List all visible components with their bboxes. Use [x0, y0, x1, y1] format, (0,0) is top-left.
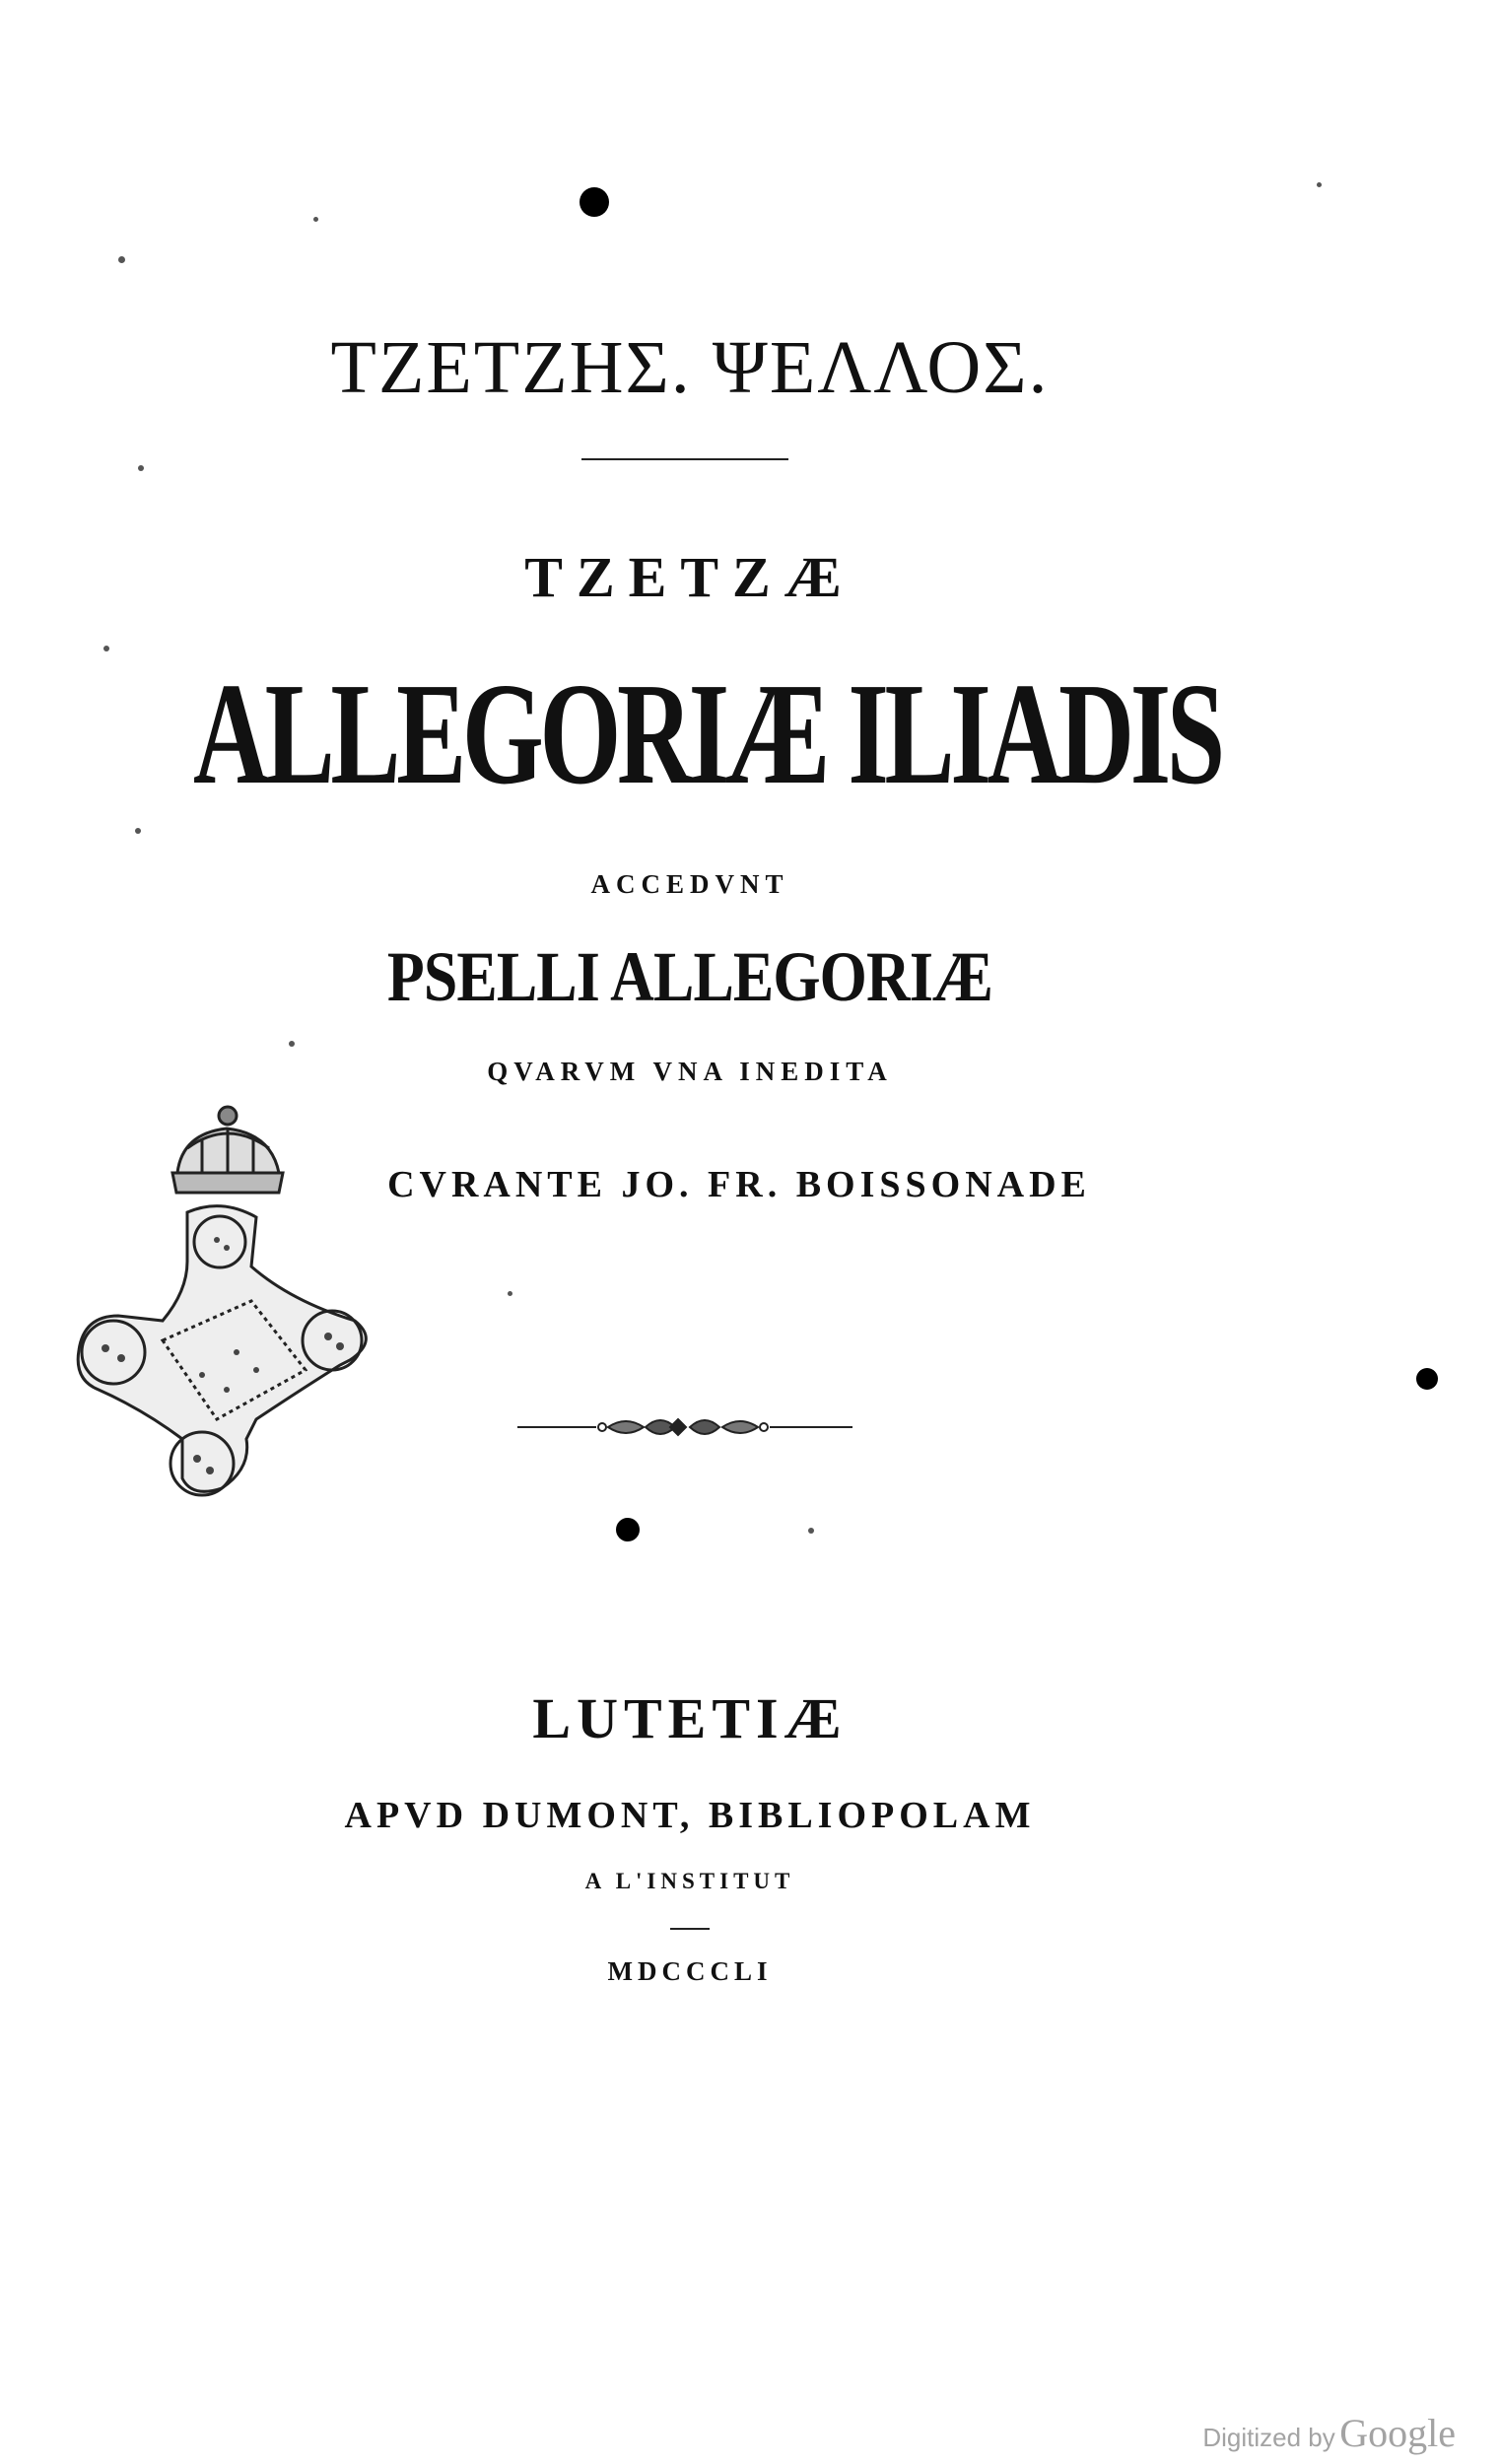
- editor-line: CVRANTE JO. FR. BOISSONADE: [387, 1164, 1091, 1205]
- library-crown-stamp-icon: [54, 1094, 389, 1542]
- ink-dot-right: [1416, 1368, 1438, 1390]
- imprint-publisher: APVD DUMONT, BIBLIOPOLAM: [344, 1795, 1036, 1836]
- speck: [118, 256, 125, 263]
- greek-title: ΤΖΕΤΖΗΣ. ΨΕΛΛΟΣ.: [330, 326, 1050, 409]
- fleuron-ornament-icon: [517, 1407, 852, 1452]
- ink-dot-middle: [616, 1518, 640, 1541]
- imprint-institut: A L'INSTITUT: [584, 1869, 795, 1893]
- pselli-title: PSELLI ALLEGORIÆ: [386, 937, 993, 1016]
- year-rule: [670, 1928, 710, 1930]
- imprint-city: LUTETIÆ: [532, 1686, 848, 1750]
- speck: [1317, 182, 1322, 187]
- speck: [103, 646, 109, 651]
- speck: [289, 1041, 295, 1047]
- latin-author-name: TZETZÆ: [524, 545, 855, 609]
- watermark-prefix: Digitized by: [1202, 2423, 1335, 2452]
- speck: [508, 1291, 512, 1296]
- short-rule: [581, 458, 788, 460]
- quarum-line: QVARVM VNA INEDITA: [487, 1057, 893, 1086]
- digitized-by-google-watermark: [1202, 2410, 1456, 2456]
- watermark-brand: Google: [1339, 2411, 1456, 2455]
- speck: [808, 1528, 814, 1534]
- speck: [135, 828, 141, 834]
- accedunt-line: ACCEDVNT: [590, 869, 789, 899]
- ink-dot-top: [580, 187, 609, 217]
- imprint-year: MDCCCLI: [607, 1956, 773, 1986]
- main-title: ALLEGORIÆ ILIADIS: [192, 653, 1221, 815]
- speck: [138, 465, 144, 471]
- speck: [313, 217, 318, 222]
